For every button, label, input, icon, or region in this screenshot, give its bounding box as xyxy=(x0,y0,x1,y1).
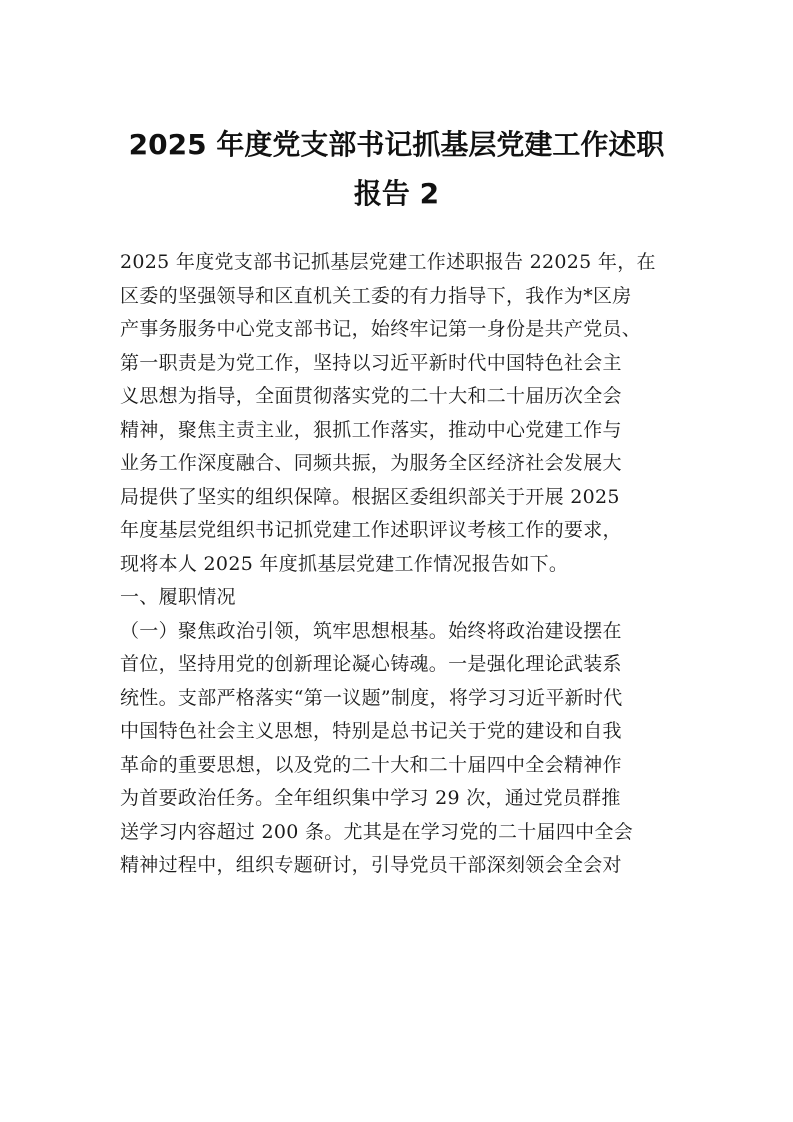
body-line: 革命的重要思想，以及党的二十大和二十届四中全会精神作 xyxy=(120,753,622,776)
section-heading: 一、履职情况 xyxy=(120,586,236,608)
body-line: 2025 年度党支部书记抓基层党建工作述职报告 22025 年，在 xyxy=(120,251,656,273)
body-line: 中国特色社会主义思想，特别是总书记关于党的建设和自我 xyxy=(120,720,622,742)
body-line: 义思想为指导，全面贯彻落实党的二十大和二十届历次全会 xyxy=(120,385,622,407)
document-title-line-1: 2025 年度党支部书记抓基层党建工作述职 xyxy=(128,128,665,161)
body-line: 首位，坚持用党的创新理论凝心铸魂。一是强化理论武装系 xyxy=(120,653,622,675)
document-body xyxy=(120,246,680,883)
body-line: 区委的坚强领导和区直机关工委的有力指导下，我作为*区房 xyxy=(120,284,632,307)
body-line: 年度基层党组织书记抓党建工作述职评议考核工作的要求， xyxy=(120,519,622,541)
document-title-line-2: 报告 2 xyxy=(353,177,440,210)
body-line: 为首要政治任务。全年组织集中学习 29 次，通过党员群推 xyxy=(120,787,621,809)
body-line: 局提供了坚实的组织保障。根据区委组织部关于开展 2025 xyxy=(120,485,620,508)
body-line: 第一职责是为党工作，坚持以习近平新时代中国特色社会主 xyxy=(120,351,622,374)
body-line: 业务工作深度融合、同频共振，为服务全区经济社会发展大 xyxy=(120,452,622,474)
body-line: 产事务服务中心党支部书记，始终牢记第一身份是共产党员、 xyxy=(120,318,642,340)
subsection-heading-line: （一）聚焦政治引领，筑牢思想根基。始终将政治建设摆在 xyxy=(120,619,622,642)
body-line: 现将本人 2025 年度抓基层党建工作情况报告如下。 xyxy=(120,552,569,575)
body-line: 统性。支部严格落实“第一议题”制度，将学习习近平新时代 xyxy=(120,686,623,709)
body-line: 送学习内容超过 200 条。尤其是在学习党的二十届四中全会 xyxy=(120,820,634,843)
body-line: 精神，聚焦主责主业，狠抓工作落实，推动中心党建工作与 xyxy=(120,418,622,441)
body-line: 精神过程中，组织专题研讨，引导党员干部深刻领会全会对 xyxy=(120,854,622,876)
